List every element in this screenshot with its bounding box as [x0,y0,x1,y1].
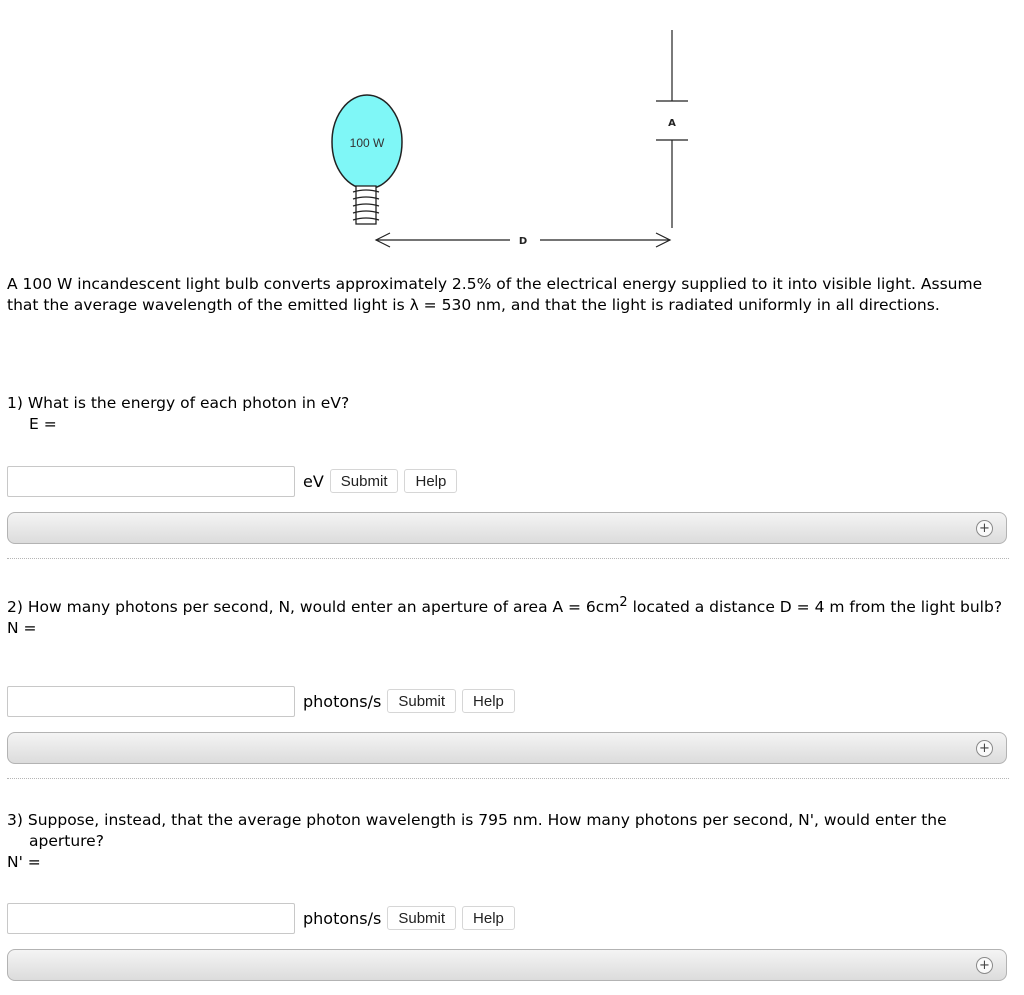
photon-rate-795-unit: photons/s [303,908,382,928]
question-2 [7,592,1012,639]
question-2-expand-bar[interactable] [7,732,1007,764]
aperture-label: A [668,118,676,129]
question-3-var-label: N' = [7,853,41,871]
plus-icon[interactable]: + [976,740,993,757]
plus-icon[interactable]: + [976,957,993,974]
problem-statement: A 100 W incandescent light bulb converts approximately 2.5% of the electrical energy supplied to it into visible light. Assume that the average wavelength of the emitted light is λ = 530 nm, and that the light is radiated uniformly in all directions. [7,275,983,314]
question-2-answer-row [7,684,515,718]
question-3 [7,810,1012,873]
divider [7,558,1009,559]
photon-rate-795-input[interactable] [7,903,295,934]
question-2-help-button[interactable]: Help [462,689,515,713]
plus-icon[interactable]: + [976,520,993,537]
divider [7,778,1009,779]
question-2-var-label: N = [7,619,37,638]
bulb-aperture-diagram [0,0,1024,260]
question-2-prompt-end: located a distance D = 4 m from the light bulb? [627,598,1003,617]
distance-label: D [518,236,528,247]
question-1-prompt: What is the energy of each photon in eV? [27,394,350,412]
bulb-label: 100 W [349,136,385,150]
question-2-superscript: 2 [619,595,628,610]
question-1-answer-row [7,464,457,498]
question-3-text [7,810,1012,852]
aperture [656,30,688,228]
question-3-help-button[interactable]: Help [462,906,515,930]
question-1-expand-bar[interactable] [7,512,1007,544]
question-1-submit-button[interactable]: Submit [330,469,399,493]
question-1 [7,393,1012,435]
question-1-text [7,393,1012,414]
question-3-answer-row [7,901,515,935]
question-2-number: 2) [7,598,23,617]
energy-unit: eV [303,471,324,491]
question-3-prompt: Suppose, instead, that the average photon wavelength is 795 nm. How many photons per second, N', would enter the aperture? [27,811,947,850]
question-3-submit-button[interactable]: Submit [387,906,456,930]
question-2-submit-button[interactable]: Submit [387,689,456,713]
photon-rate-input[interactable] [7,686,295,717]
question-1-number: 1) [7,394,23,412]
question-2-text [7,592,1012,618]
photon-rate-unit: photons/s [303,691,382,711]
question-1-help-button[interactable]: Help [404,469,457,493]
question-3-number: 3) [7,811,23,829]
question-1-var-label: E = [29,415,57,433]
energy-input[interactable] [7,466,295,497]
question-2-prompt: How many photons per second, N, would enter an aperture of area A = 6cm [27,598,620,617]
question-3-expand-bar[interactable] [7,949,1007,981]
